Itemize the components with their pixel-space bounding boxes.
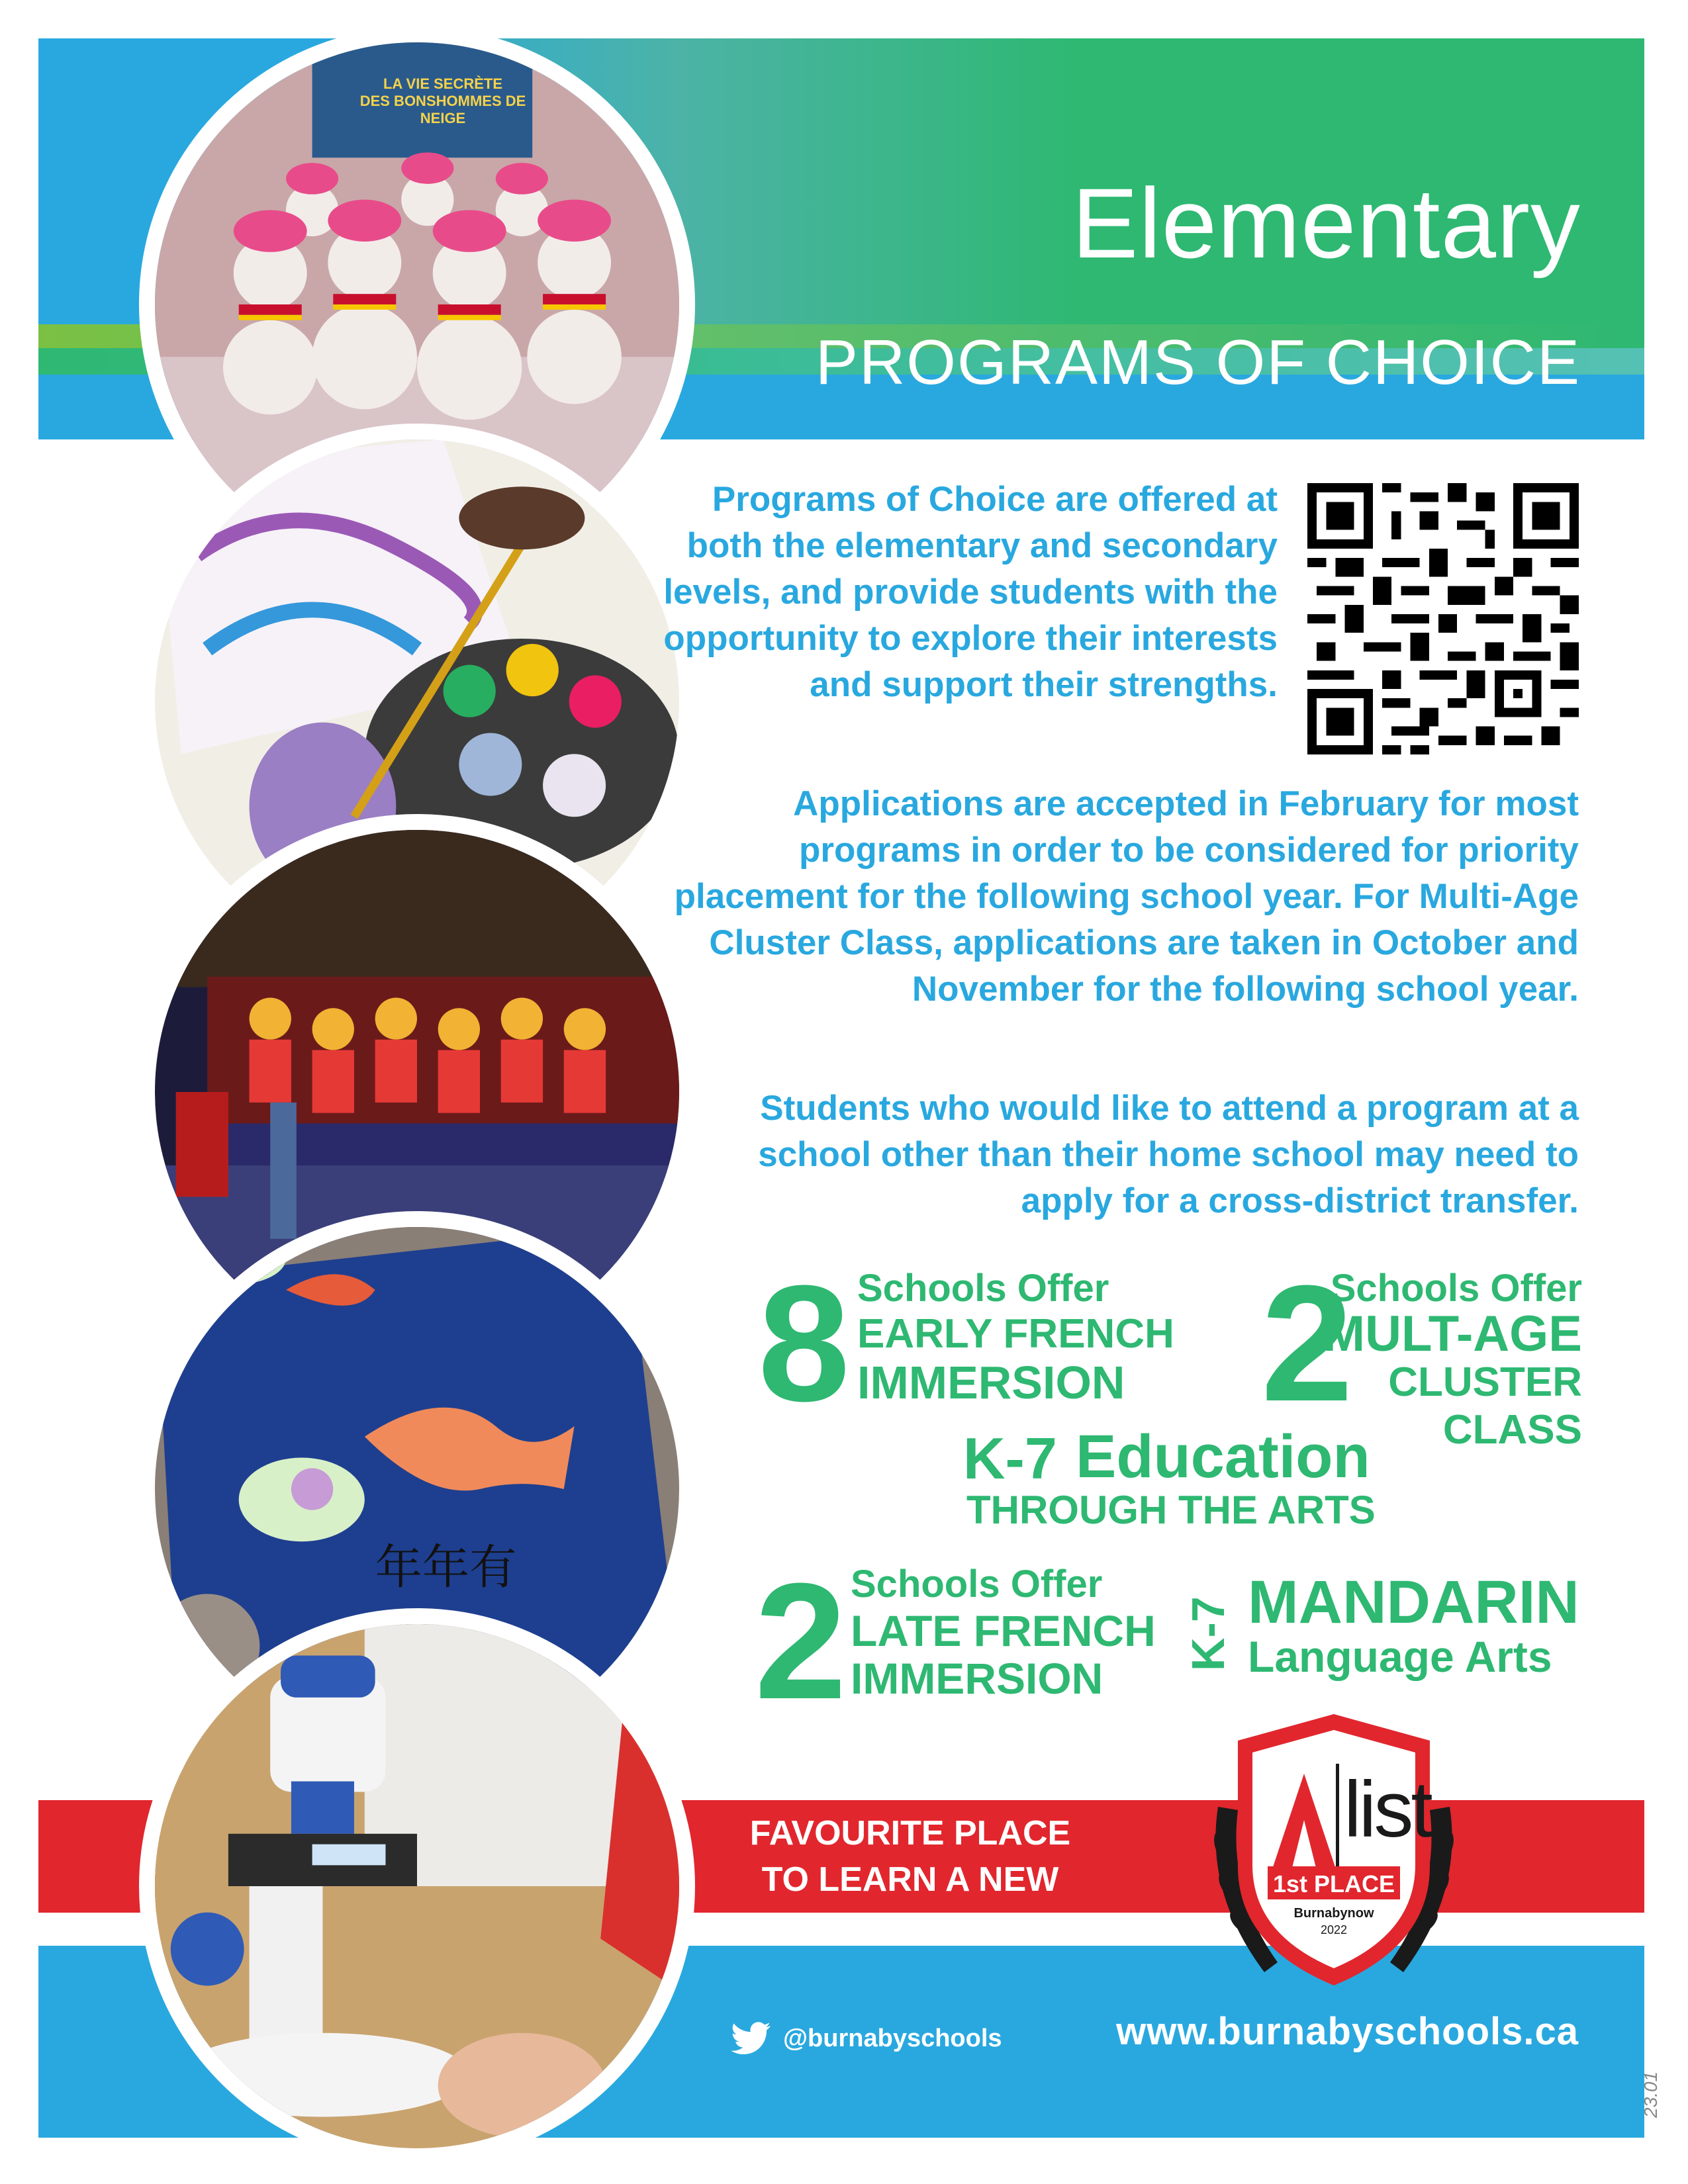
twitter-handle[interactable] [731, 2019, 1002, 2058]
early-french-label-1: Schools Offer [857, 1267, 1109, 1310]
qr-code[interactable] [1307, 483, 1579, 754]
multi-age-count: 2 [1261, 1251, 1354, 1435]
version-code: 23.01 [1640, 2071, 1661, 2118]
late-french-label-2: LATE FRENCH [851, 1606, 1156, 1655]
transfer-paragraph: Students who would like to attend a program at a school other than their home school may need to apply for a cross-district transfer. [758, 1089, 1579, 1220]
arts-label-1: Education [1076, 1423, 1370, 1490]
arts-label-2: THROUGH THE ARTS [966, 1488, 1376, 1532]
applications-paragraph: Applications are accepted in February for most programs in order to be considered for priority placement for the following school year. For Multi-Age Cluster Class, applications are taken in October and November for the following school year. [674, 784, 1579, 1009]
book-title-line: DES BONSHOMMES DE NEIGE [359, 93, 526, 126]
badge-list-text: list [1344, 1765, 1430, 1854]
intro-paragraph: Programs of Choice are offered at both the elementary and secondary levels, and provide students with the opportunity to explore their interests and support their strengths. [663, 480, 1278, 704]
late-french-label-1: Schools Offer [851, 1563, 1103, 1606]
book-title-line: LA VIE SECRÈTE [383, 75, 503, 92]
page-title: Elementary [1072, 167, 1581, 279]
mandarin-label-1: MANDARIN [1248, 1569, 1579, 1636]
award-badge [1192, 1694, 1476, 2005]
badge-brand-text: Burnabynow [1293, 1906, 1374, 1921]
multi-age-label-2: MULT-AGE [1323, 1306, 1582, 1362]
early-french-count: 8 [758, 1251, 851, 1435]
early-french-label-3: IMMERSION [857, 1357, 1125, 1408]
late-french-label-3: IMMERSION [851, 1654, 1103, 1703]
mandarin-grade-range: K-7 [1182, 1596, 1234, 1671]
photo-microscope [139, 1608, 695, 2164]
svg-text:年年有: 年年有 [375, 1539, 517, 1595]
badge-place-text: 1st PLACE [1272, 1870, 1395, 1897]
multi-age-label-3: CLUSTER CLASS [1388, 1359, 1582, 1453]
award-banner-text: FAVOURITE PLACE TO LEARN A NEW SKILL [749, 1814, 1071, 1945]
mandarin-label-2: Language Arts [1248, 1632, 1552, 1681]
twitter-handle-text[interactable]: @burnabyschools [783, 2024, 1002, 2052]
late-french-count: 2 [755, 1549, 847, 1733]
website-link[interactable]: www.burnabyschools.ca [1116, 2010, 1579, 2053]
arts-grade-range: K-7 [963, 1426, 1057, 1491]
twitter-icon [731, 2022, 771, 2055]
page-subtitle: PROGRAMS OF CHOICE [815, 327, 1581, 398]
multi-age-label-1: Schools Offer [1330, 1267, 1582, 1310]
badge-year-text: 2022 [1320, 1923, 1348, 1936]
early-french-label-2: EARLY FRENCH [857, 1311, 1174, 1357]
